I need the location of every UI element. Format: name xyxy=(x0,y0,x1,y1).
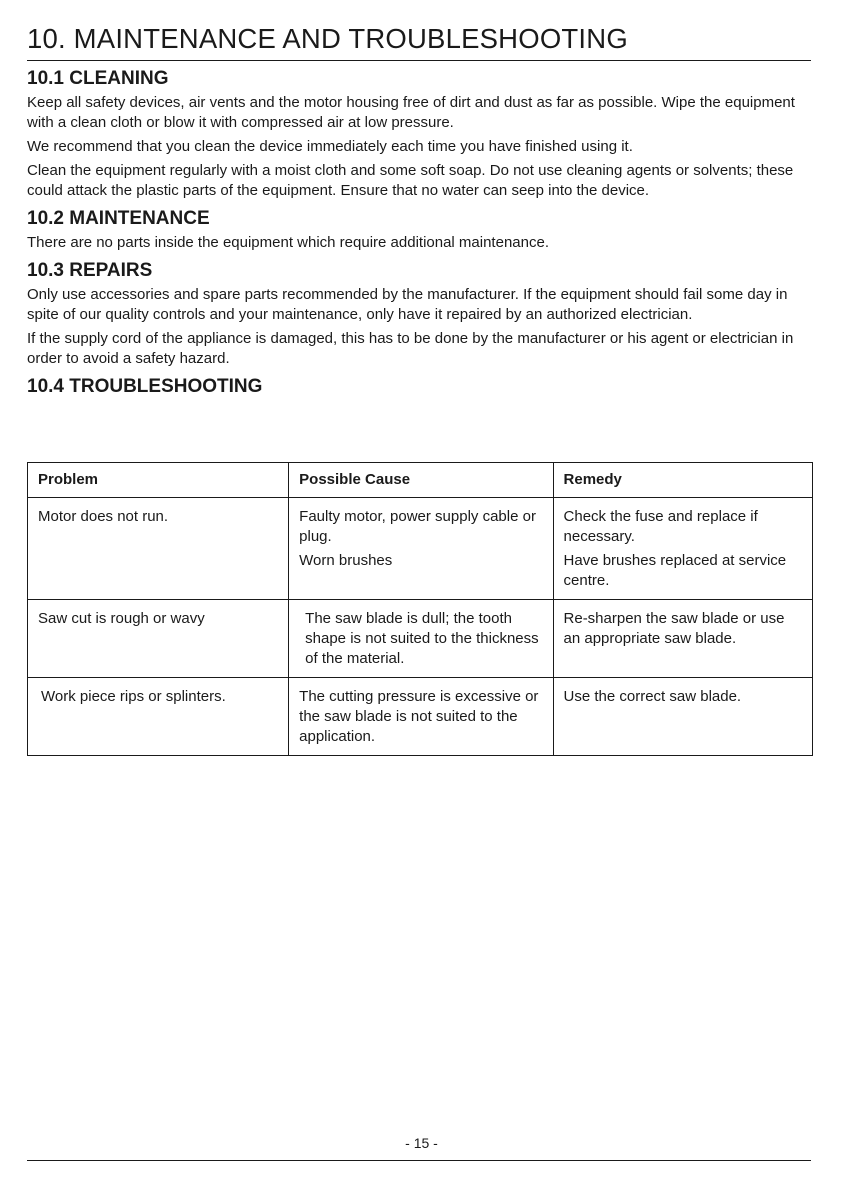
cleaning-paragraph-1: Keep all safety devices, air vents and the motor housing free of dirt and dust as far as possible. Wipe the equipment with a clean cloth or blow it with compressed air at low pressure. xyxy=(27,94,795,131)
problem-cell xyxy=(28,498,289,600)
problem-text: Motor does not run. xyxy=(38,508,169,525)
maintenance-paragraph-1: There are no parts inside the equipment which require additional maintenance. xyxy=(27,234,549,251)
cleaning-paragraph-2: We recommend that you clean the device immediately each time you have finished using it. xyxy=(27,138,633,155)
cause-cell xyxy=(289,498,553,600)
header-remedy: Remedy xyxy=(553,463,812,498)
footer-divider xyxy=(27,1160,811,1161)
table-row xyxy=(28,498,813,600)
cleaning-paragraph-3: Clean the equipment regularly with a moist cloth and some soft soap. Do not use cleaning agents or solvents; these could attack the plastic parts of the equipment. Ensure that no water can seep into the device. xyxy=(27,162,794,199)
problem-text: Saw cut is rough or wavy xyxy=(38,610,205,627)
troubleshooting-table xyxy=(27,462,813,756)
table-row xyxy=(28,678,813,756)
table-row xyxy=(28,600,813,678)
remedy-cell xyxy=(553,678,812,756)
repairs-paragraph-2: If the supply cord of the appliance is damaged, this has to be done by the manufacturer or his agent or electrician in order to avoid a safety hazard. xyxy=(27,330,794,367)
cause-text: The cutting pressure is excessive or the saw blade is not suited to the application. xyxy=(299,688,539,745)
remedy-text: Check the fuse and replace if necessary. xyxy=(563,508,758,545)
cause-cell xyxy=(289,678,553,756)
remedy-cell xyxy=(553,600,812,678)
section-heading-cleaning: 10.1 CLEANING xyxy=(27,68,169,89)
repairs-paragraph-1: Only use accessories and spare parts recommended by the manufacturer. If the equipment should fail some day in spite of our quality controls and your maintenance, only have it repaired by an authorized electrician. xyxy=(27,286,788,323)
remedy-cell xyxy=(553,498,812,600)
table-header-row xyxy=(28,463,813,498)
cause-cell xyxy=(289,600,553,678)
section-troubleshooting xyxy=(27,375,811,399)
problem-text: Work piece rips or splinters. xyxy=(41,688,226,705)
section-maintenance xyxy=(27,207,811,253)
header-possible-cause: Possible Cause xyxy=(289,463,553,498)
cause-text: Faulty motor, power supply cable or plug. xyxy=(299,508,536,545)
section-repairs xyxy=(27,259,811,369)
cause-text: The saw blade is dull; the tooth shape is not suited to the thickness of the material. xyxy=(305,610,539,667)
manual-page xyxy=(27,22,811,745)
section-heading-troubleshooting: 10.4 TROUBLESHOOTING xyxy=(27,376,263,397)
remedy-text: Re-sharpen the saw blade or use an appropriate saw blade. xyxy=(563,610,785,647)
section-cleaning xyxy=(27,67,811,201)
section-heading-repairs: 10.3 REPAIRS xyxy=(27,260,153,281)
header-problem: Problem xyxy=(28,463,289,498)
remedy-text: Have brushes replaced at service centre. xyxy=(563,552,787,589)
problem-cell xyxy=(28,600,289,678)
chapter-title: 10. MAINTENANCE AND TROUBLESHOOTING xyxy=(27,22,811,61)
problem-cell xyxy=(28,678,289,756)
section-heading-maintenance: 10.2 MAINTENANCE xyxy=(27,208,210,229)
cause-text: Worn brushes xyxy=(299,552,393,569)
remedy-text: Use the correct saw blade. xyxy=(563,688,742,705)
page-number: - 15 - xyxy=(405,1135,438,1151)
